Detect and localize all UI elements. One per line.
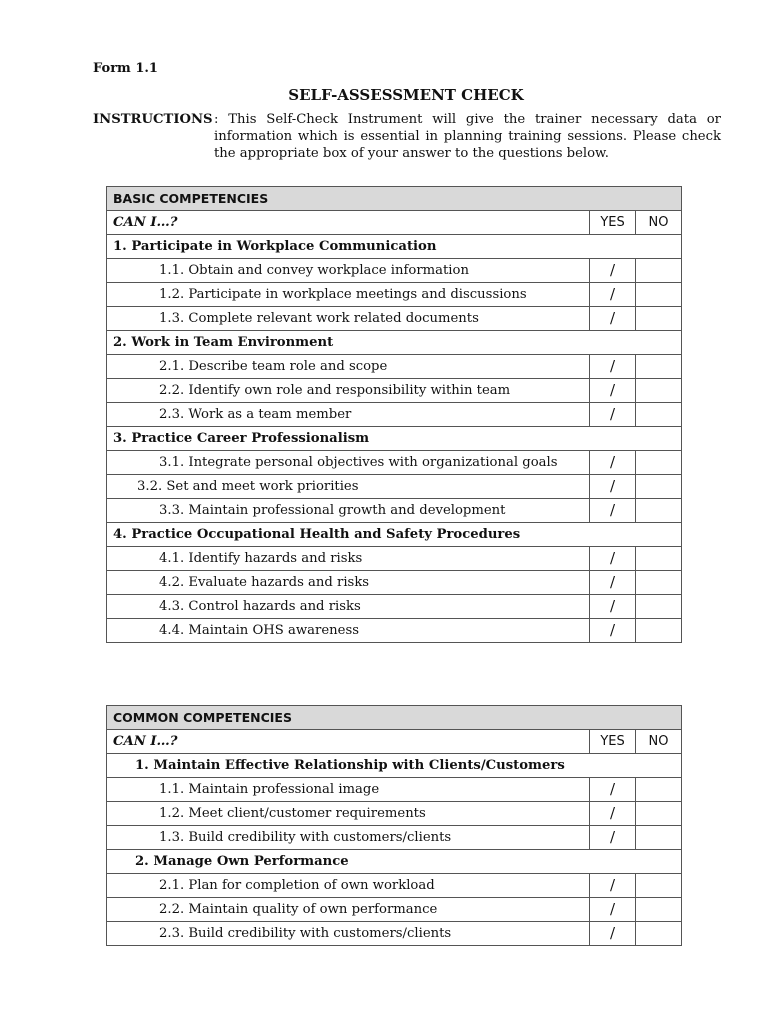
competency-item-label: 4.1. Identify hazards and risks: [107, 547, 590, 571]
no-checkbox[interactable]: [636, 571, 682, 595]
no-checkbox[interactable]: [636, 283, 682, 307]
competency-item-label: 2.2. Maintain quality of own performance: [107, 898, 590, 922]
competency-item-label: 3.1. Integrate personal objectives with organizational goals: [107, 451, 590, 475]
no-checkbox[interactable]: [636, 547, 682, 571]
yes-checkbox[interactable]: /: [590, 475, 636, 499]
yes-checkbox[interactable]: /: [590, 307, 636, 331]
no-checkbox[interactable]: [636, 595, 682, 619]
competency-item-label: 1.3. Build credibility with customers/clients: [107, 826, 590, 850]
competency-group-title: 3. Practice Career Professionalism: [107, 427, 682, 451]
yes-checkbox[interactable]: /: [590, 259, 636, 283]
competency-item-label: 4.3. Control hazards and risks: [107, 595, 590, 619]
no-checkbox[interactable]: [636, 451, 682, 475]
section-header: COMMON COMPETENCIES: [107, 706, 682, 730]
competency-group-row: [107, 235, 682, 259]
no-checkbox[interactable]: [636, 826, 682, 850]
competency-item-label: 2.1. Describe team role and scope: [107, 355, 590, 379]
yes-checkbox[interactable]: /: [590, 547, 636, 571]
competency-item-row: [107, 379, 682, 403]
common-competencies-table: [106, 705, 682, 946]
no-checkbox[interactable]: [636, 898, 682, 922]
no-column-header: NO: [636, 730, 682, 754]
yes-column-header: YES: [590, 211, 636, 235]
yes-column-header: YES: [590, 730, 636, 754]
yes-checkbox[interactable]: /: [590, 379, 636, 403]
competency-group-title: 2. Manage Own Performance: [107, 850, 682, 874]
competency-item-row: [107, 403, 682, 427]
competency-item-label: 2.3. Build credibility with customers/clients: [107, 922, 590, 946]
competency-item-row: [107, 922, 682, 946]
yes-checkbox[interactable]: /: [590, 619, 636, 643]
competency-item-row: [107, 307, 682, 331]
can-i-label: CAN I…?: [107, 730, 590, 754]
competency-item-row: [107, 283, 682, 307]
competency-item-row: [107, 595, 682, 619]
section-header: BASIC COMPETENCIES: [107, 187, 682, 211]
competency-item-row: [107, 259, 682, 283]
no-checkbox[interactable]: [636, 619, 682, 643]
competency-group-title: 1. Participate in Workplace Communication: [107, 235, 682, 259]
yes-checkbox[interactable]: /: [590, 451, 636, 475]
page-title: SELF-ASSESSMENT CHECK: [288, 86, 524, 104]
competency-group-title: 2. Work in Team Environment: [107, 331, 682, 355]
no-checkbox[interactable]: [636, 379, 682, 403]
competency-item-label: 3.2. Set and meet work priorities: [107, 475, 590, 499]
competency-group-row: [107, 427, 682, 451]
competency-item-row: [107, 475, 682, 499]
no-checkbox[interactable]: [636, 355, 682, 379]
competency-item-row: [107, 802, 682, 826]
yes-checkbox[interactable]: /: [590, 403, 636, 427]
competency-item-row: [107, 619, 682, 643]
competency-item-label: 2.3. Work as a team member: [107, 403, 590, 427]
yes-checkbox[interactable]: /: [590, 499, 636, 523]
yes-checkbox[interactable]: /: [590, 826, 636, 850]
can-i-label: CAN I…?: [107, 211, 590, 235]
competency-item-label: 2.1. Plan for completion of own workload: [107, 874, 590, 898]
yes-checkbox[interactable]: /: [590, 922, 636, 946]
no-checkbox[interactable]: [636, 259, 682, 283]
competency-group-row: [107, 754, 682, 778]
yes-checkbox[interactable]: /: [590, 355, 636, 379]
no-checkbox[interactable]: [636, 499, 682, 523]
no-checkbox[interactable]: [636, 778, 682, 802]
competency-item-label: 4.4. Maintain OHS awareness: [107, 619, 590, 643]
competency-item-row: [107, 898, 682, 922]
competency-group-title: 4. Practice Occupational Health and Safety Procedures: [107, 523, 682, 547]
yes-checkbox[interactable]: /: [590, 874, 636, 898]
competency-item-label: 1.1. Maintain professional image: [107, 778, 590, 802]
no-checkbox[interactable]: [636, 475, 682, 499]
basic-competencies-table: [106, 186, 682, 643]
competency-item-row: [107, 451, 682, 475]
competency-item-row: [107, 355, 682, 379]
yes-checkbox[interactable]: /: [590, 778, 636, 802]
column-header-row: [107, 730, 682, 754]
competency-group-row: [107, 331, 682, 355]
competency-item-label: 1.2. Participate in workplace meetings and discussions: [107, 283, 590, 307]
instructions: [93, 111, 721, 162]
instructions-label: INSTRUCTIONS: [93, 112, 213, 127]
competency-item-row: [107, 778, 682, 802]
competency-item-row: [107, 826, 682, 850]
no-checkbox[interactable]: [636, 802, 682, 826]
no-checkbox[interactable]: [636, 307, 682, 331]
yes-checkbox[interactable]: /: [590, 595, 636, 619]
competency-item-label: 1.1. Obtain and convey workplace information: [107, 259, 590, 283]
yes-checkbox[interactable]: /: [590, 802, 636, 826]
competency-item-label: 1.2. Meet client/customer requirements: [107, 802, 590, 826]
no-checkbox[interactable]: [636, 922, 682, 946]
section-header-row: [107, 706, 682, 730]
yes-checkbox[interactable]: /: [590, 283, 636, 307]
no-checkbox[interactable]: [636, 403, 682, 427]
yes-checkbox[interactable]: /: [590, 898, 636, 922]
no-checkbox[interactable]: [636, 874, 682, 898]
yes-checkbox[interactable]: /: [590, 571, 636, 595]
competency-group-row: [107, 850, 682, 874]
competency-item-row: [107, 874, 682, 898]
form-number: Form 1.1: [93, 61, 158, 76]
competency-item-label: 2.2. Identify own role and responsibility within team: [107, 379, 590, 403]
competency-item-row: [107, 571, 682, 595]
competency-item-label: 4.2. Evaluate hazards and risks: [107, 571, 590, 595]
competency-item-row: [107, 547, 682, 571]
no-column-header: NO: [636, 211, 682, 235]
competency-item-label: 3.3. Maintain professional growth and development: [107, 499, 590, 523]
competency-group-row: [107, 523, 682, 547]
competency-group-title: 1. Maintain Effective Relationship with Clients/Customers: [107, 754, 682, 778]
section-header-row: [107, 187, 682, 211]
competency-item-label: 1.3. Complete relevant work related documents: [107, 307, 590, 331]
competency-item-row: [107, 499, 682, 523]
column-header-row: [107, 211, 682, 235]
instructions-text: : This Self-Check Instrument will give the trainer necessary data or information which is essential in planning training sessions. Please check the appropriate box of your answer to the questions below.: [214, 112, 721, 161]
